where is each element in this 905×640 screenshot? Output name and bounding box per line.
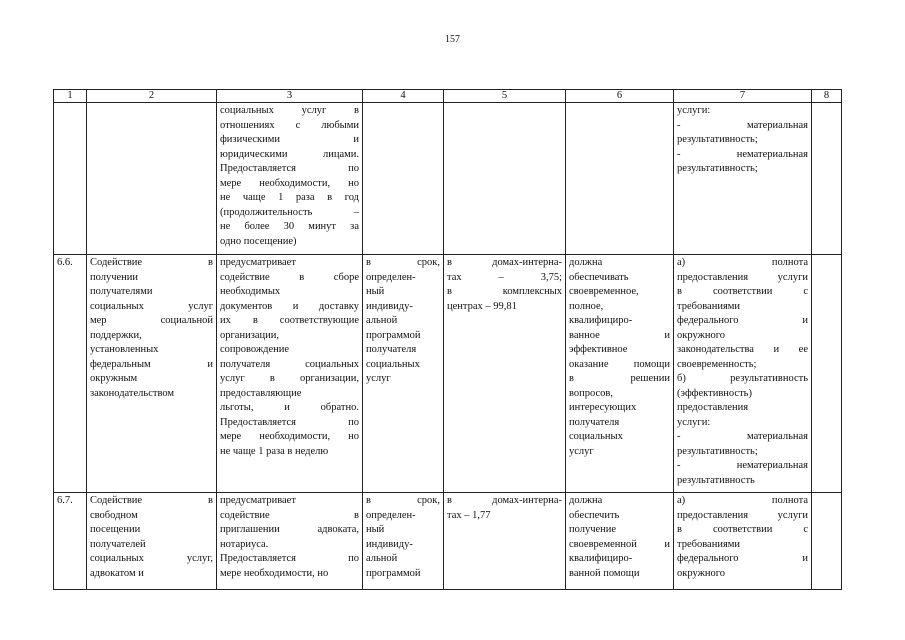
cell-text-line: Содействие в [90,257,213,268]
cell-text-line: необходимых [220,286,281,297]
cell-text-line: результативность; [677,134,758,145]
cell-text-line: тах – 3,75; [447,271,562,283]
cell-text-line: определен- [366,271,416,283]
cell-text-line: предоставления [677,402,749,413]
cell-text-line: интересующих [569,402,637,413]
cell-text-line: сопровождение [220,344,290,355]
cell-text-line: содействие в сборе [220,271,359,283]
cell-text-line: - материальная [677,119,808,131]
cell-text-line: мере необходимости, но [220,177,359,189]
cell-text-line: предоставляющие [220,387,302,399]
cell-text-line: Предоставляется по [220,416,359,428]
cell-number [54,103,87,255]
cell-text-line: Предоставляется по [220,553,359,564]
column-header: 1 [54,90,87,103]
cell-text-line: их в соответствующие [220,315,359,326]
cell-quality-indicators [674,255,812,493]
cell-text-line: предоставления услуги [677,271,808,283]
cell-text-line: поддержки, [90,329,142,341]
cell-text-line: социальных услуг, [90,553,213,564]
cell-text-line: должна [569,495,603,506]
cell-tariff [444,493,566,590]
cell-text-line: установленных [90,344,159,355]
column-header: 8 [812,90,842,103]
cell-text-line: мер социальной [90,315,213,326]
cell-text-line: а) полнота [677,495,808,506]
page-number: 157 [445,34,460,45]
cell-text-line: не более 30 минут за [220,221,359,232]
cell-deadline [363,493,444,590]
cell-text-line: документов и доставку [220,300,359,312]
cell-text-line: эффективное [569,344,628,355]
cell-text-line: квалифициро- [569,553,633,564]
cell-text-line: квалифициро- [569,315,633,326]
cell-text-line: тах – 1,77 [447,509,491,521]
cell-text-line: окружного [677,567,725,579]
cell-text-line: предусматривает [220,495,296,506]
cell-text-line: ванной помощи [569,567,640,579]
cell-quality-indicators [674,103,812,255]
cell-text-line: услуги: [677,416,711,428]
services-table [53,89,842,590]
cell-notes [812,493,842,590]
cell-conditions [566,493,674,590]
cell-text-line: полное, [569,300,604,312]
cell-text-line: услуги: [677,105,711,116]
cell-notes [812,103,842,255]
cell-text-line: мере необходимости, но [220,567,329,579]
cell-text-line: получателя [569,416,620,428]
cell-description [217,255,363,493]
cell-tariff [444,255,566,493]
cell-text-line: в срок, [366,495,440,506]
cell-text-line: отношениях с любыми [220,119,359,131]
cell-text-line: не чаще 1 раза в год [220,192,359,203]
cell-text-line: в соответствии с [677,524,808,535]
column-header: 3 [217,90,363,103]
cell-text-line: ванное и [569,329,670,341]
cell-text-line: в решении [569,373,670,384]
cell-text-line: получателя социальных [220,358,359,370]
cell-text-line: социальных [569,431,623,442]
cell-text-line: предусматривает [220,257,296,268]
cell-deadline [363,103,444,255]
cell-text-line: альной [366,315,398,326]
column-header: 5 [444,90,566,103]
cell-text-line: получении [90,271,139,283]
cell-description [217,103,363,255]
table-row [54,255,842,493]
cell-text-line: - нематериальная [677,148,808,160]
cell-text-line: федеральным и [90,358,213,370]
cell-text-line: посещении [90,524,141,535]
cell-text-line: вопросов, [569,387,614,399]
cell-text-line: социальных [366,358,420,370]
cell-text-line: альной [366,553,398,564]
table-row [54,103,842,255]
cell-text-line: обеспечивать [569,271,629,283]
cell-text-line: программой [366,329,421,341]
cell-text-line: Предоставляется по [220,163,359,174]
cell-text-line: в комплексных [447,286,562,297]
cell-text-line: окружным [90,373,138,384]
cell-description [217,493,363,590]
cell-text-line: получателя [366,344,417,355]
cell-text-line: услуг в организации, [220,373,359,384]
cell-service-name [87,255,217,493]
cell-number: 6.6. [54,255,87,493]
cell-text-line: своевременность; [677,358,757,370]
cell-notes [812,255,842,493]
cell-text-line: центрах – 99,81 [447,300,517,312]
cell-text-line: мере необходимости, но [220,431,359,442]
cell-text-line: в соответствии с [677,286,808,297]
cell-text-line: получателей [90,538,146,550]
cell-text-line: получателями [90,286,153,297]
cell-text-line: социальных услуг в [220,105,359,116]
cell-text-line: содействие в [220,509,359,521]
cell-text-line: своевременной и [569,538,670,550]
cell-text-line: законодательством [90,387,175,399]
cell-text-line: программой [366,567,421,579]
column-header: 6 [566,90,674,103]
cell-text-line: требованиями [677,538,741,550]
cell-text-line: Содействие в [90,495,213,506]
cell-text-line: законодательства и ее [677,344,808,355]
cell-text-line: получение [569,524,617,535]
cell-text-line: оказание помощи [569,358,670,370]
column-header: 7 [674,90,812,103]
cell-quality-indicators [674,493,812,590]
cell-text-line: федерального и [677,315,808,326]
cell-text-line: окружного [677,329,725,341]
cell-text-line: адвокатом и [90,567,144,579]
cell-text-line: организации, [220,329,279,341]
cell-text-line: требованиями [677,300,741,312]
cell-text-line: (продолжительность – [220,206,359,218]
cell-text-line: - материальная [677,431,808,442]
column-header: 4 [363,90,444,103]
cell-text-line: одно посещение) [220,235,297,247]
cell-text-line: результативность [677,474,755,486]
cell-text-line: (эффективность) [677,387,752,399]
cell-conditions [566,103,674,255]
cell-text-line: физическими и [220,134,359,145]
cell-text-line: индивиду- [366,300,413,312]
cell-text-line: индивиду- [366,538,413,550]
cell-service-name [87,103,217,255]
cell-text-line: ный [366,524,385,535]
cell-text-line: результативность; [677,163,758,174]
cell-text-line: своевременное, [569,286,639,297]
cell-text-line: приглашении адвоката, [220,524,359,535]
table-header-row [54,90,842,103]
cell-text-line: социальных услуг [90,300,213,312]
cell-text-line: в срок, [366,257,440,268]
cell-text-line: - нематериальная [677,460,808,471]
cell-text-line: свободном [90,509,138,521]
cell-conditions [566,255,674,493]
cell-text-line: б) результативность [677,373,808,384]
cell-text-line: определен- [366,509,416,521]
cell-tariff [444,103,566,255]
cell-text-line: предоставления услуги [677,509,808,521]
cell-deadline [363,255,444,493]
cell-text-line: услуг [366,373,391,384]
cell-text-line: обеспечить [569,509,620,521]
cell-text-line: результативность; [677,445,758,457]
cell-text-line: в домах-интерна- [447,257,562,268]
cell-text-line: нотариуса. [220,538,269,550]
table-row [54,493,842,590]
cell-text-line: ный [366,286,385,297]
cell-text-line: не чаще 1 раза в неделю [220,445,329,457]
cell-text-line: должна [569,257,603,268]
cell-number: 6.7. [54,493,87,590]
cell-text-line: федерального и [677,553,808,564]
column-header: 2 [87,90,217,103]
cell-service-name [87,493,217,590]
cell-text-line: в домах-интерна- [447,495,562,506]
cell-text-line: льготы, и обратно. [220,402,359,413]
cell-text-line: услуг [569,445,594,457]
cell-text-line: юридическими лицами. [220,148,359,160]
cell-text-line: а) полнота [677,257,808,268]
